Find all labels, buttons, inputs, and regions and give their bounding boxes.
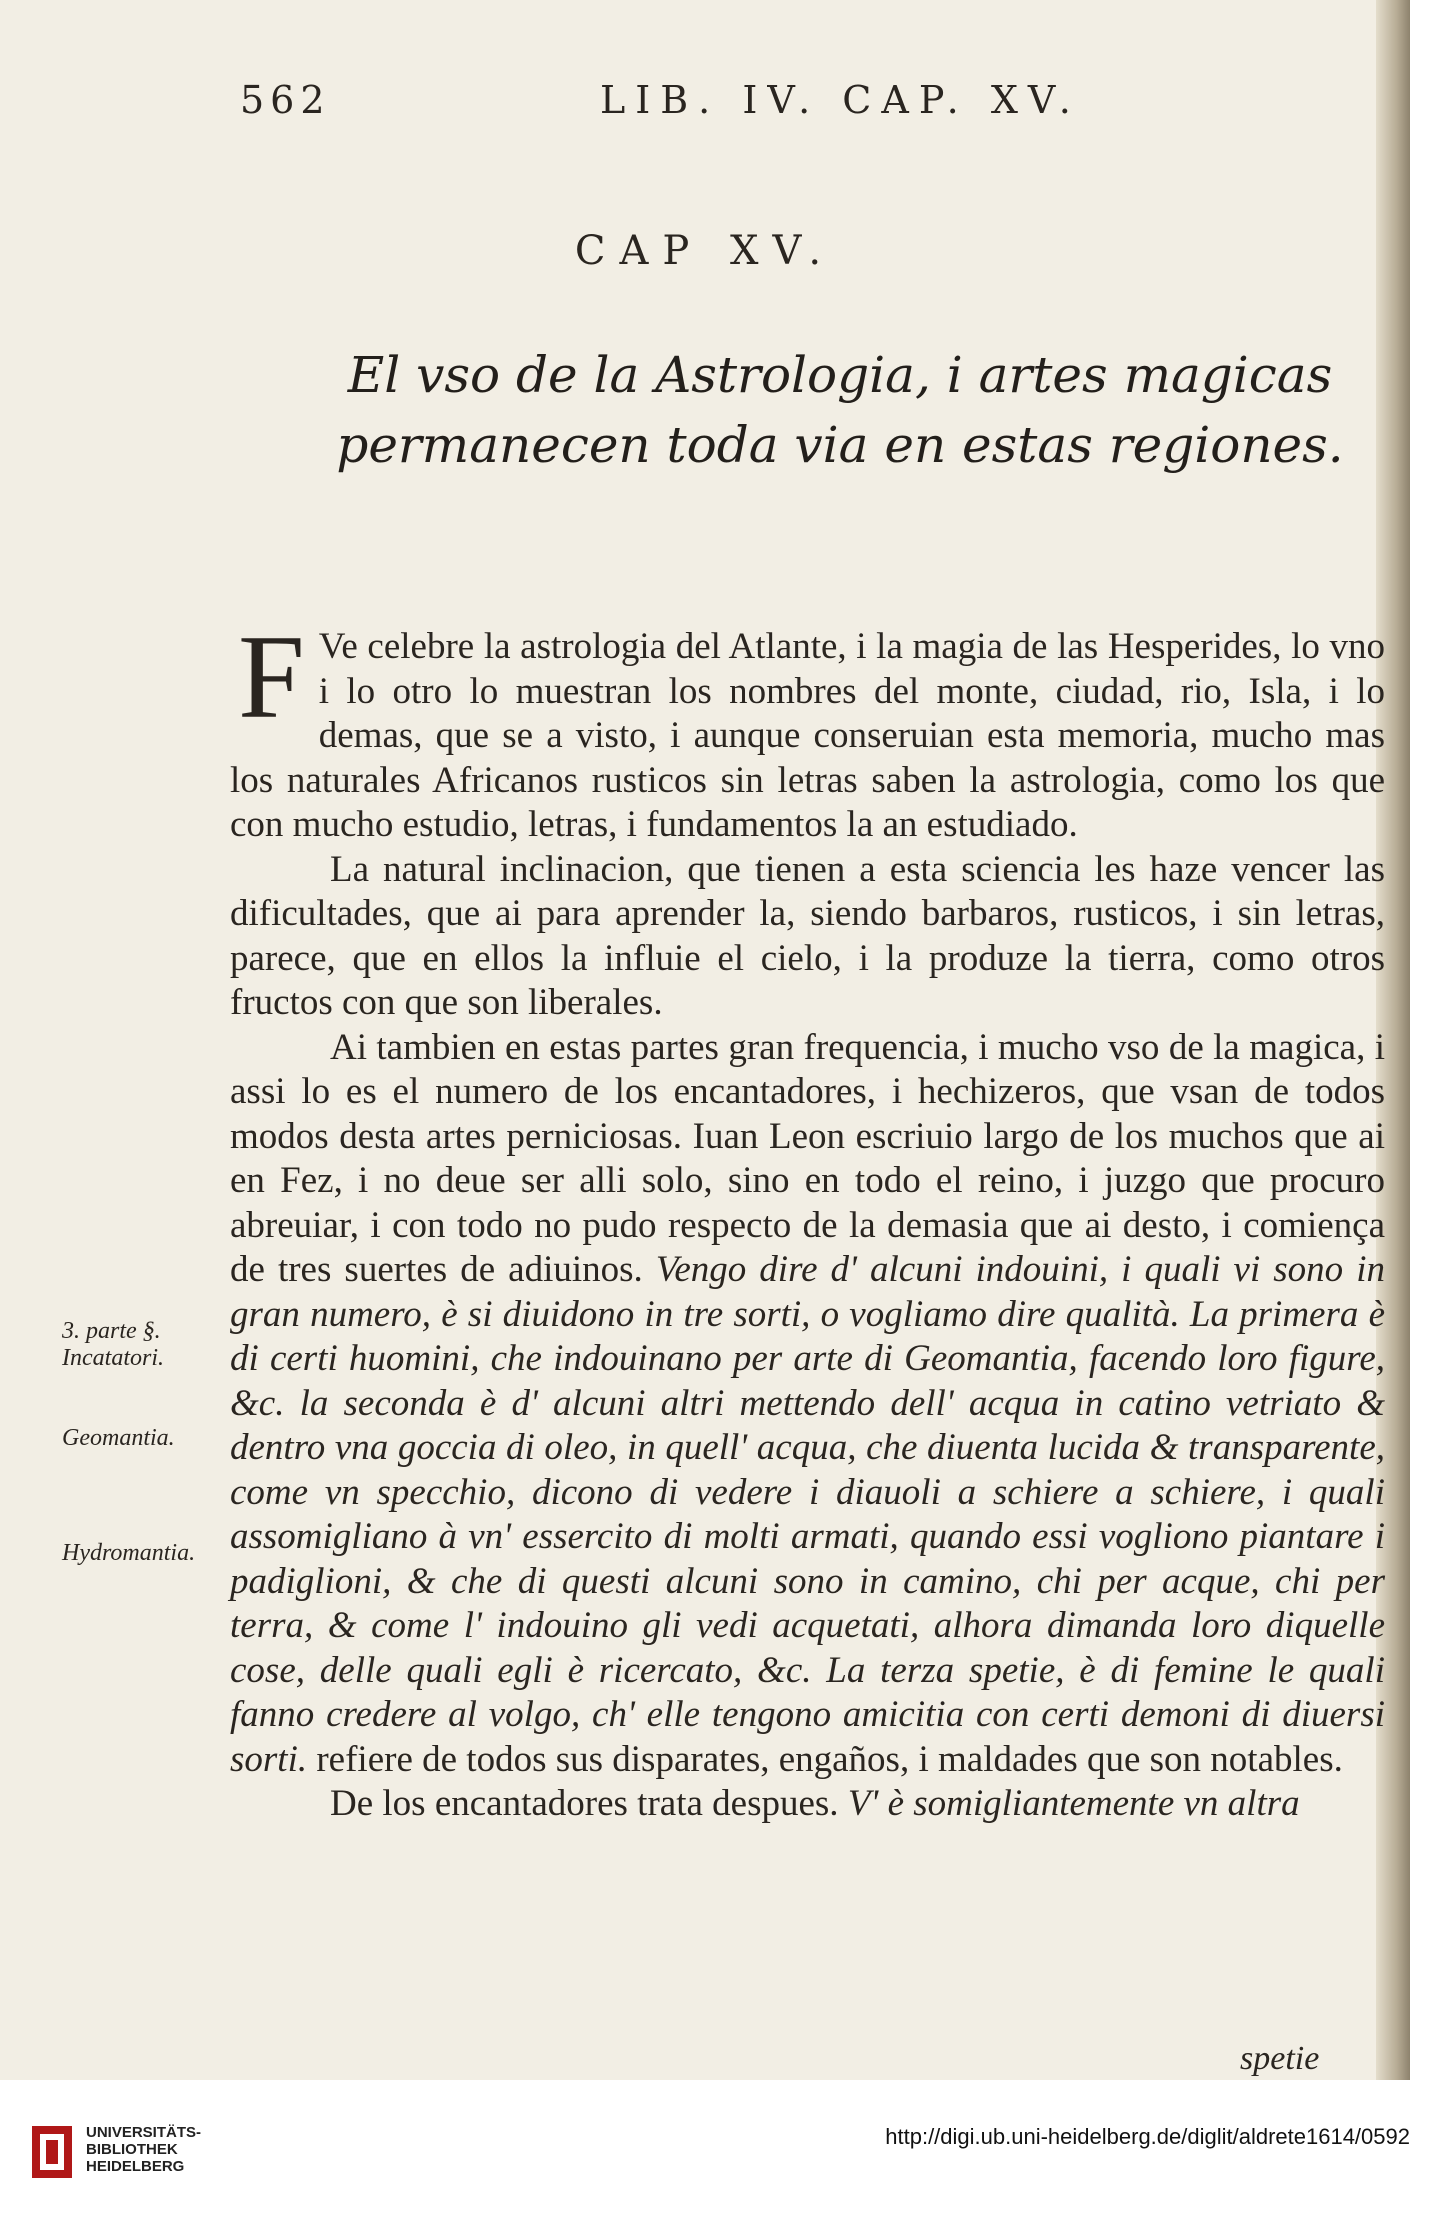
drop-cap: F bbox=[238, 610, 305, 743]
running-title: LIB. IV. CAP. XV. bbox=[600, 78, 1081, 122]
chapter-heading: El vso de la Astrologia, i artes magicas permanecen toda via en estas regiones. bbox=[336, 346, 1344, 474]
paragraph-4: De los encantadores trata despues. V' è somigliantemente vn altra bbox=[330, 1783, 1300, 1824]
italic-quote: Vengo dire d' alcuni indouini, i quali vi sono in gran numero, è si diuidono in tre sorti, o vogliamo dire qualità. La primera è di certi huomini, che indouinano per arte di Geomantia, facendo loro figure, &c. la seconda è d' alcuni altri mettendo dell' acqua in catino vetriato & dentro vna goccia di oleo, in quell' acqua, che diuenta lucida & transparente, come vn specchio, dicono di vedere i diauoli a schiere a schiere, i quali assomigliano à vn' essercito di molti armati, quando essi vogliono piantare i padiglioni, & che di questi alcuni sono in camino, chi per acque, chi per terra, & come l' indouino gli vedi acquetati, alhora dimanda loro diquelle cose, delle quali egli è ricercato, &c. La terza spetie, è di femine le quali fanno credere al volgo, ch' elle tengono amicitia con certi demoni di diuersi sorti. bbox=[230, 1249, 1385, 1780]
university-logo-icon bbox=[30, 2120, 74, 2184]
margin-note-incantatori: 3. parte §. Incatatori. bbox=[62, 1318, 164, 1371]
margin-note-geomantia: Geomantia. bbox=[62, 1425, 175, 1451]
chapter-title: CAP XV. bbox=[574, 228, 836, 274]
after-quote: refiere de todos sus disparates, engaños, i maldades que son notables. bbox=[316, 1738, 1343, 1780]
paragraph-3: Ai tambien en estas partes gran frequencia, i mucho vso de la magica, i assi lo es el numero de los encantadores, i hechizeros, que vsan de todos modos desta artes perniciosas. Iuan Leon escriuio largo de los muchos que ai en Fez, i no deue ser alli solo, sino en todo el reino, i juzgo que procuro abreuiar, i con todo no pudo respecto de la demasia que ai desto, i comiença de tres suertes de adiuinos. Vengo dire d' alcuni indouini, i quali vi sono in gran numero, è si diuidono in tre sorti, o vogliamo dire qualità. La primera è di certi huomini, che indouinano per arte di Geomantia, facendo loro figure, &c. la seconda è d' alcuni altri mettendo dell' acqua in catino vetriato & dentro vna goccia di oleo, in quell' acqua, che diuenta lucida & transparente, come vn specchio, dicono di vedere i diauoli a schiere a schiere, i quali assomigliano à vn' essercito di molti armati, quando essi vogliono piantare i padiglioni, & che di questi alcuni sono in camino, chi per acque, chi per terra, & come l' indouino gli vedi acquetati, alhora dimanda loro diquelle cose, delle quali egli è ricercato, &c. La terza spetie, è di femine le quali fanno credere al volgo, ch' elle tengono amicitia con certi demoni di diuersi sorti. refiere de todos sus disparates, engaños, i maldades que son notables. bbox=[230, 1026, 1385, 1780]
page-number: 562 bbox=[240, 78, 331, 122]
source-url[interactable]: http://digi.ub.uni-heidelberg.de/diglit/aldrete1614/0592 bbox=[885, 2124, 1410, 2149]
paragraph-2: La natural inclinacion, que tienen a esta sciencia les haze vencer las dificultades, que ai para aprender la, siendo barbaros, rusticos, i sin letras, parece, que en ellos la influie el cielo, i la produze la tierra, como otros fructos con que son liberales. bbox=[230, 848, 1385, 1023]
institution-name: UNIVERSITÄTS- BIBLIOTHEK HEIDELBERG bbox=[86, 2124, 202, 2175]
body-text bbox=[230, 610, 1385, 1827]
catchword: spetie bbox=[1240, 2040, 1320, 2077]
margin-note-hydromantia: Hydromantia. bbox=[62, 1540, 196, 1566]
paragraph-1: F Ve celebre la astrologia del Atlante, i la magia de las Hesperides, lo vno i lo otro lo muestran los nombres del monte, ciudad, rio, Isla, i lo demas, que se a visto, i aunque conseruian esta memoria, mucho mas los naturales Africanos rusticos sin letras saben la astrologia, como los que con mucho estudio, letras, i fundamentos la an estudiado. bbox=[230, 610, 1385, 845]
footer-bar bbox=[0, 2080, 1438, 2235]
